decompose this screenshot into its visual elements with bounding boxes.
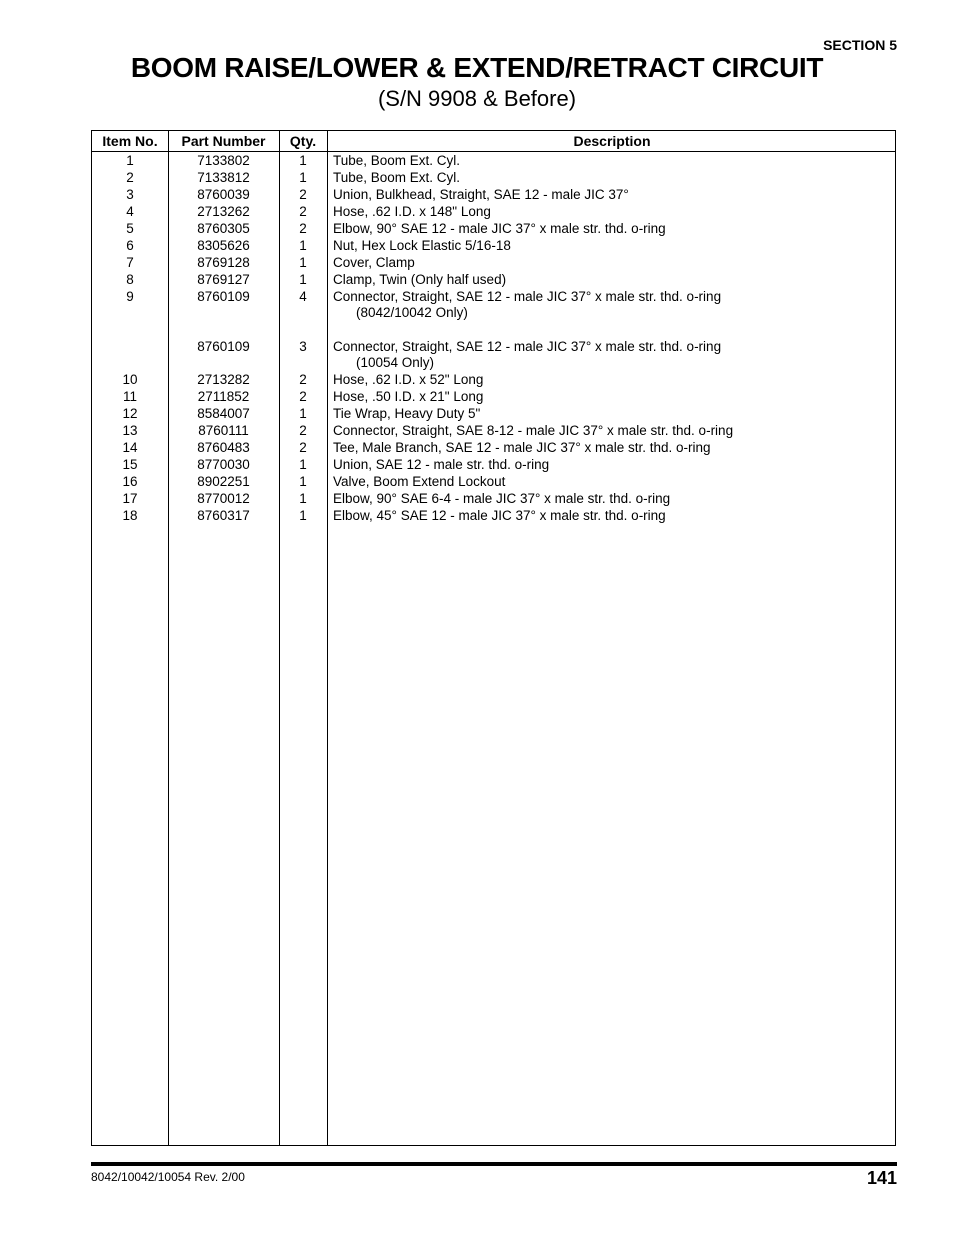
table-row — [92, 220, 895, 237]
part-number: 8769127 — [197, 272, 250, 287]
description: Hose, .62 I.D. x 52" Long — [333, 372, 484, 387]
item-number: 15 — [122, 457, 138, 472]
part-number: 8760109 — [197, 289, 250, 304]
table-row — [92, 254, 895, 271]
description: Tube, Boom Ext. Cyl. — [333, 153, 461, 168]
table-row — [92, 439, 895, 456]
description: Valve, Boom Extend Lockout — [333, 474, 506, 489]
column-header-item: Item No. — [102, 133, 158, 149]
table-row — [92, 422, 895, 439]
description: Tie Wrap, Heavy Duty 5" — [333, 406, 481, 421]
description: Clamp, Twin (Only half used) — [333, 272, 507, 287]
table-row — [92, 271, 895, 288]
table-row — [92, 490, 895, 507]
item-number: 10 — [122, 372, 138, 387]
page-title: BOOM RAISE/LOWER & EXTEND/RETRACT CIRCUIT — [130, 52, 824, 83]
item-number: 7 — [126, 255, 134, 270]
description: Elbow, 90° SAE 6-4 - male JIC 37° x male str. thd. o-ring — [333, 491, 671, 506]
quantity: 1 — [299, 406, 307, 421]
description: Tee, Male Branch, SAE 12 - male JIC 37° x male str. thd. o-ring — [333, 440, 711, 455]
description: Cover, Clamp — [333, 255, 415, 270]
quantity: 1 — [299, 238, 307, 253]
quantity: 3 — [299, 339, 307, 354]
parts-table — [91, 130, 896, 1146]
item-number: 9 — [126, 289, 134, 304]
description: Nut, Hex Lock Elastic 5/16-18 — [333, 238, 511, 253]
description: Connector, Straight, SAE 12 - male JIC 37° x male str. thd. o-ring — [333, 339, 722, 354]
quantity: 1 — [299, 474, 307, 489]
quantity: 2 — [299, 187, 307, 202]
part-number: 8584007 — [197, 406, 250, 421]
quantity: 2 — [299, 440, 307, 455]
table-row — [92, 456, 895, 473]
item-number: 12 — [122, 406, 138, 421]
footer-rule — [91, 1162, 897, 1166]
description: Elbow, 45° SAE 12 - male JIC 37° x male str. thd. o-ring — [333, 508, 666, 523]
part-number: 7133812 — [197, 170, 250, 185]
part-number: 8760317 — [197, 508, 250, 523]
description: Connector, Straight, SAE 12 - male JIC 37° x male str. thd. o-ring — [333, 289, 722, 304]
page-subtitle: (S/N 9908 & Before) — [377, 86, 577, 111]
item-number: 11 — [122, 389, 137, 404]
table-row — [92, 388, 895, 405]
part-number: 8760305 — [197, 221, 250, 236]
quantity: 1 — [299, 153, 307, 168]
part-number: 8760111 — [198, 423, 249, 438]
table-row — [92, 338, 895, 371]
quantity: 2 — [299, 221, 307, 236]
table-row — [92, 507, 895, 524]
item-number: 13 — [122, 423, 138, 438]
section-label: SECTION 5 — [823, 37, 897, 53]
item-number: 3 — [126, 187, 134, 202]
description: Union, SAE 12 - male str. thd. o-ring — [333, 457, 550, 472]
description: Connector, Straight, SAE 8-12 - male JIC 37° x male str. thd. o-ring — [333, 423, 734, 438]
table-row — [92, 288, 895, 321]
part-number: 8760039 — [197, 187, 250, 202]
table-row — [92, 186, 895, 203]
quantity: 1 — [299, 457, 307, 472]
table-row — [92, 169, 895, 186]
description: Tube, Boom Ext. Cyl. — [333, 170, 461, 185]
item-number: 4 — [126, 204, 134, 219]
part-number: 8760483 — [197, 440, 250, 455]
quantity: 1 — [299, 255, 307, 270]
quantity: 1 — [299, 272, 307, 287]
item-number: 6 — [126, 238, 134, 253]
quantity: 2 — [299, 204, 307, 219]
part-number: 8305626 — [197, 238, 250, 253]
part-number: 2711852 — [197, 389, 250, 404]
column-header-part-number: Part Number — [181, 133, 266, 149]
quantity: 2 — [299, 423, 307, 438]
footer-models-revision: 8042/10042/10054 Rev. 2/00 — [91, 1170, 245, 1184]
item-number: 1 — [126, 153, 134, 168]
item-number: 14 — [122, 440, 138, 455]
part-number: 8770030 — [197, 457, 250, 472]
table-row — [92, 152, 895, 169]
item-number: 8 — [126, 272, 134, 287]
column-header-description: Description — [573, 133, 651, 149]
description: Elbow, 90° SAE 12 - male JIC 37° x male str. thd. o-ring — [333, 221, 666, 236]
part-number: 2713282 — [197, 372, 250, 387]
quantity: 1 — [299, 491, 307, 506]
part-number: 2713262 — [197, 204, 250, 219]
table-row-spacer — [92, 321, 895, 338]
part-number: 7133802 — [197, 153, 250, 168]
table-row — [92, 371, 895, 388]
item-number: 5 — [126, 221, 134, 236]
table-row — [92, 473, 895, 490]
part-number: 8760109 — [197, 339, 250, 354]
quantity: 1 — [299, 170, 307, 185]
item-number: 16 — [122, 474, 138, 489]
description: Hose, .50 I.D. x 21" Long — [333, 389, 484, 404]
description: Union, Bulkhead, Straight, SAE 12 - male JIC 37° — [333, 187, 629, 202]
item-number: 18 — [122, 508, 138, 523]
column-header-qty: Qty. — [289, 133, 317, 149]
part-number: 8902251 — [197, 474, 250, 489]
table-row — [92, 203, 895, 220]
quantity: 1 — [299, 508, 307, 523]
page-number: 141 — [866, 1168, 897, 1188]
item-number: 2 — [126, 170, 134, 185]
description-note: (8042/10042 Only) — [356, 305, 468, 320]
description-note: (10054 Only) — [356, 355, 435, 370]
table-row — [92, 237, 895, 254]
quantity: 4 — [299, 289, 307, 304]
part-number: 8770012 — [197, 491, 250, 506]
part-number: 8769128 — [197, 255, 250, 270]
description: Hose, .62 I.D. x 148" Long — [333, 204, 491, 219]
quantity: 2 — [299, 372, 307, 387]
table-row — [92, 405, 895, 422]
table-body — [92, 152, 895, 524]
item-number: 17 — [122, 491, 138, 506]
quantity: 2 — [299, 389, 307, 404]
